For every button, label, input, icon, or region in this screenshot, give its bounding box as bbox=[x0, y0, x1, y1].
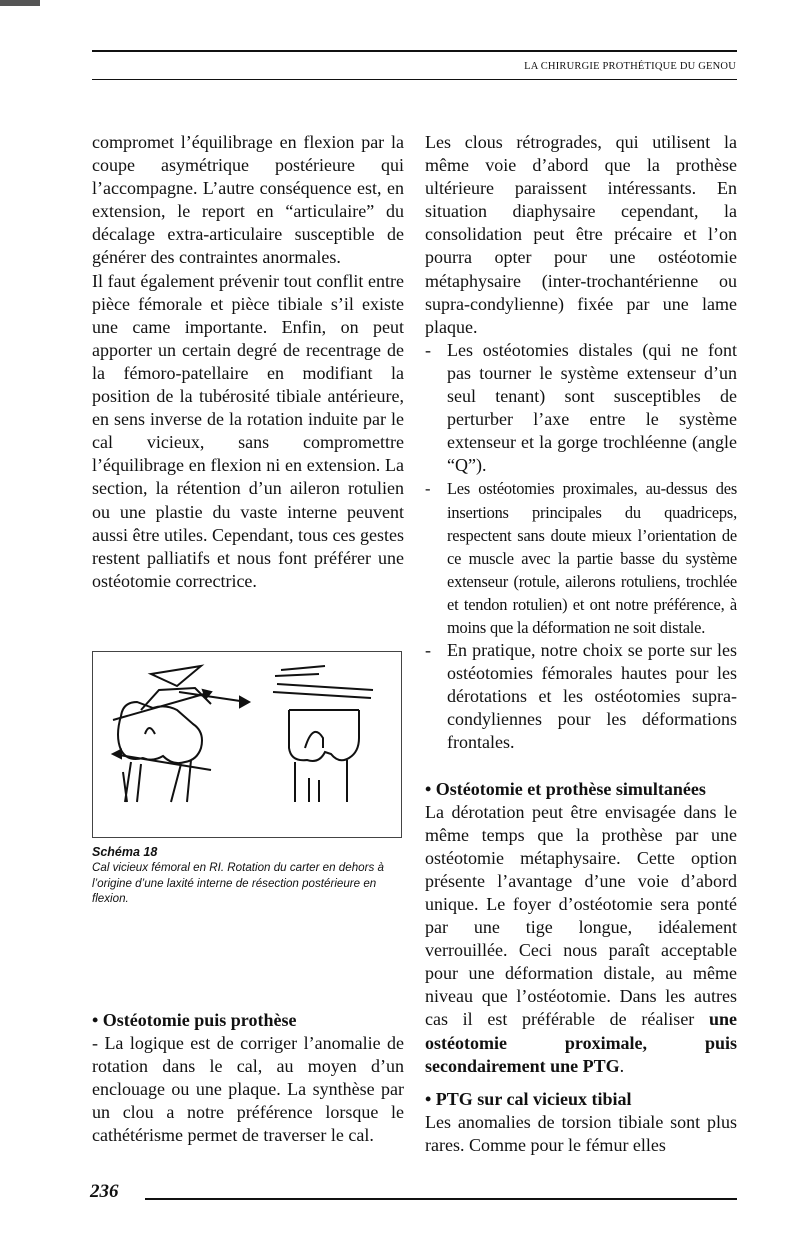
fibula-lines-left bbox=[123, 762, 141, 802]
patella-top-right bbox=[281, 666, 325, 670]
knee-diagram bbox=[93, 652, 401, 837]
schema-18-figure bbox=[92, 651, 402, 838]
reference-axis-line bbox=[179, 692, 247, 702]
left-column bbox=[92, 131, 404, 593]
section2-bold-text: une ostéotomie proximale, puis secondairement une PTG bbox=[425, 1009, 738, 1076]
section-heading-ptg-cal-vicieux-tibial: • PTG sur cal vicieux tibial bbox=[425, 1088, 632, 1109]
list-item bbox=[425, 339, 737, 478]
left-paragraph-1: compromet l’équilibrage en flexion par la coupe asymétrique postérieure qui l’accompagne. L’autre conséquence est, en extension, le report en “articulaire” du décalage extra-articulaire susceptible de générer des contraintes anormales. bbox=[92, 132, 404, 268]
left-paragraph-2: Il faut également prévenir tout conflit entre pièce fémorale et pièce tibiale s’il existe une came importante. Enfin, on peut apporter un certain degré de recentrage de la fémoro-patellaire en modifiant la position de la tubérosité tibiale antérieure, en sens inverse de la rotation induite par le cal vicieux, sans compromettre l’équilibrage en flexion ni en extension. La section, la rétention d’un aileron rotulien ou une plastie du vaste interne peuvent aussi être utiles. Cependant, tous ces gestes restent palliatifs et nous font préférer une ostéotomie correctrice. bbox=[92, 270, 404, 591]
bullet-list bbox=[425, 339, 737, 755]
list-dash: - bbox=[425, 339, 431, 360]
section-heading-osteotomie-puis-prothese: • Ostéotomie puis prothèse bbox=[92, 1010, 297, 1030]
list-dash: - bbox=[425, 479, 431, 499]
femoral-axis-right bbox=[277, 684, 373, 690]
femoral-axis-right-2 bbox=[273, 692, 371, 698]
section-heading-osteotomie-et-prothese: • Ostéotomie et prothèse simultanées bbox=[425, 778, 706, 799]
figure-caption bbox=[92, 845, 404, 907]
notch-left bbox=[145, 728, 155, 734]
arrow-head-axis bbox=[240, 697, 249, 707]
spacer bbox=[425, 1078, 737, 1088]
left-bottom-section bbox=[92, 1009, 404, 1148]
header-rule-top bbox=[92, 50, 737, 52]
scan-edge-mark bbox=[0, 0, 40, 6]
section2-end: . bbox=[619, 1055, 625, 1076]
list-item-text: Les ostéotomies proximales, au-dessus des insertions principales du quadriceps, respectent sans doute mieux l’orientation de ce muscle avec la partie basse du système extenseur (rotule, ailerons rotuliens, trochlée et tendon rotulien) et ont notre préférence, à moins que la déformation ne soit distale. bbox=[447, 479, 737, 637]
right-intro-paragraph: Les clous rétrogrades, qui utilisent la même voie d’abord que la prothèse ultérieure paraissent intéressants. En situation diaphysaire cependant, la consolidation peut être précaire et l’on pourra opter pour une ostéotomie métaphysaire (inter-trochantérienne ou supra-condylienne) fixée par une lame plaque. bbox=[425, 132, 737, 337]
fibula-right bbox=[309, 778, 319, 802]
patella-triangle-left bbox=[151, 666, 201, 686]
left-bottom-paragraph: - La logique est de corriger l’anomalie de rotation dans le cal, au moyen d’un enclouage ou une plaque. La synthèse par un clou a notre préférence lorsque le cathétérisme permet de traverser le cal. bbox=[92, 1033, 404, 1146]
femoral-component-right bbox=[289, 710, 359, 761]
notch-right bbox=[305, 732, 323, 748]
caption-text: Cal vicieux fémoral en RI. Rotation du carter en dehors à l’origine d’une laxité interne de résection postérieure en flexion. bbox=[92, 861, 384, 906]
section3-paragraph: Les anomalies de torsion tibiale sont plus rares. Comme pour le fémur elles bbox=[425, 1111, 737, 1155]
list-item-text: En pratique, notre choix se porte sur les ostéotomies fémorales hautes pour les dérotations et les ostéotomies supra-condyliennes pour les déformations frontales. bbox=[447, 640, 737, 753]
list-item-text: Les ostéotomies distales (qui ne font pas tourner le système extenseur d’un seul tenant) sont susceptibles de perturber l’axe entre le système extenseur et la gorge trochléenne (angle “Q”). bbox=[447, 339, 737, 476]
spacer bbox=[425, 755, 737, 778]
arrow-head-left bbox=[113, 750, 121, 758]
patella-mid-right bbox=[275, 674, 319, 676]
page-number: 236 bbox=[90, 1181, 119, 1202]
section2-paragraph bbox=[425, 801, 737, 1078]
list-dash: - bbox=[425, 640, 431, 661]
footer-rule bbox=[145, 1198, 737, 1200]
header-rule-bottom bbox=[92, 79, 737, 80]
caption-label: Schéma 18 bbox=[92, 845, 158, 859]
section2-text: La dérotation peut être envisagée dans le même temps que la prothèse par une ostéotomie métaphysaire. Cette option présente l’avantage d’une voie d’abord unique. Le foyer d’ostéotomie sera ponté par une tige longue, idéalement verrouillée. Ceci nous paraît acceptable pour une déformation distale, au même niveau que l’ostéotomie. Dans les autres cas il est préférable de réaliser bbox=[425, 801, 737, 1030]
list-item bbox=[425, 477, 737, 639]
femoral-component-left bbox=[118, 702, 202, 763]
running-head: LA CHIRURGIE PROTHÉTIQUE DU GENOU bbox=[524, 61, 736, 72]
right-column bbox=[425, 131, 737, 1157]
tibia-shaft-right bbox=[295, 760, 347, 802]
list-item bbox=[425, 639, 737, 754]
